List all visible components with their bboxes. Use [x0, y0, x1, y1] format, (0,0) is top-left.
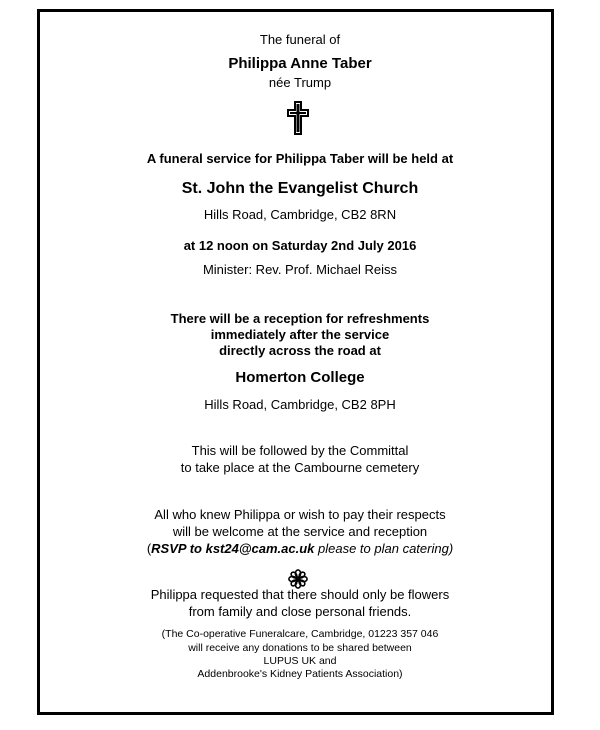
reception-venue: Homerton College	[235, 369, 365, 386]
rsvp-line	[0, 541, 600, 556]
service-announcement: A funeral service for Philippa Taber will be held at	[146, 151, 454, 166]
donations-line-2: will receive any donations to be shared between	[188, 642, 412, 654]
donations-line-4: Addenbrooke's Kidney Patients Association)	[197, 668, 403, 680]
rsvp-open: (	[146, 541, 152, 556]
maiden-name: née Trump	[268, 75, 332, 90]
flower-icon	[288, 569, 308, 589]
committal-line-1: This will be followed by the Committal	[191, 443, 409, 458]
service-venue: St. John the Evangelist Church	[181, 180, 419, 197]
reception-line-3: directly across the road at	[219, 343, 381, 358]
rsvp-email[interactable]: RSVP to kst24@cam.ac.uk	[151, 541, 315, 556]
donations-line-1: (The Co-operative Funeralcare, Cambridge, 01223 357 046	[161, 628, 439, 640]
reception-line-1: There will be a reception for refreshments	[170, 311, 430, 326]
reception-address: Hills Road, Cambridge, CB2 8PH	[204, 397, 396, 412]
reception-line-2: immediately after the service	[210, 327, 390, 342]
donations-line-3: LUPUS UK and	[263, 655, 337, 667]
service-time: at 12 noon on Saturday 2nd July 2016	[183, 238, 417, 253]
respects-line-2: will be welcome at the service and reception	[172, 524, 428, 539]
cross-icon	[286, 101, 310, 135]
deceased-name: Philippa Anne Taber	[228, 55, 372, 72]
respects-line-1: All who knew Philippa or wish to pay their respects	[154, 507, 446, 522]
rsvp-note: please to plan catering)	[314, 541, 454, 556]
funeral-intro: The funeral of	[259, 32, 341, 47]
flowers-line-1: Philippa requested that there should only be flowers	[150, 587, 450, 602]
committal-line-2: to take place at the Cambourne cemetery	[180, 460, 420, 475]
service-address: Hills Road, Cambridge, CB2 8RN	[203, 207, 397, 222]
service-minister: Minister: Rev. Prof. Michael Reiss	[202, 262, 398, 277]
flowers-line-2: from family and close personal friends.	[188, 604, 412, 619]
